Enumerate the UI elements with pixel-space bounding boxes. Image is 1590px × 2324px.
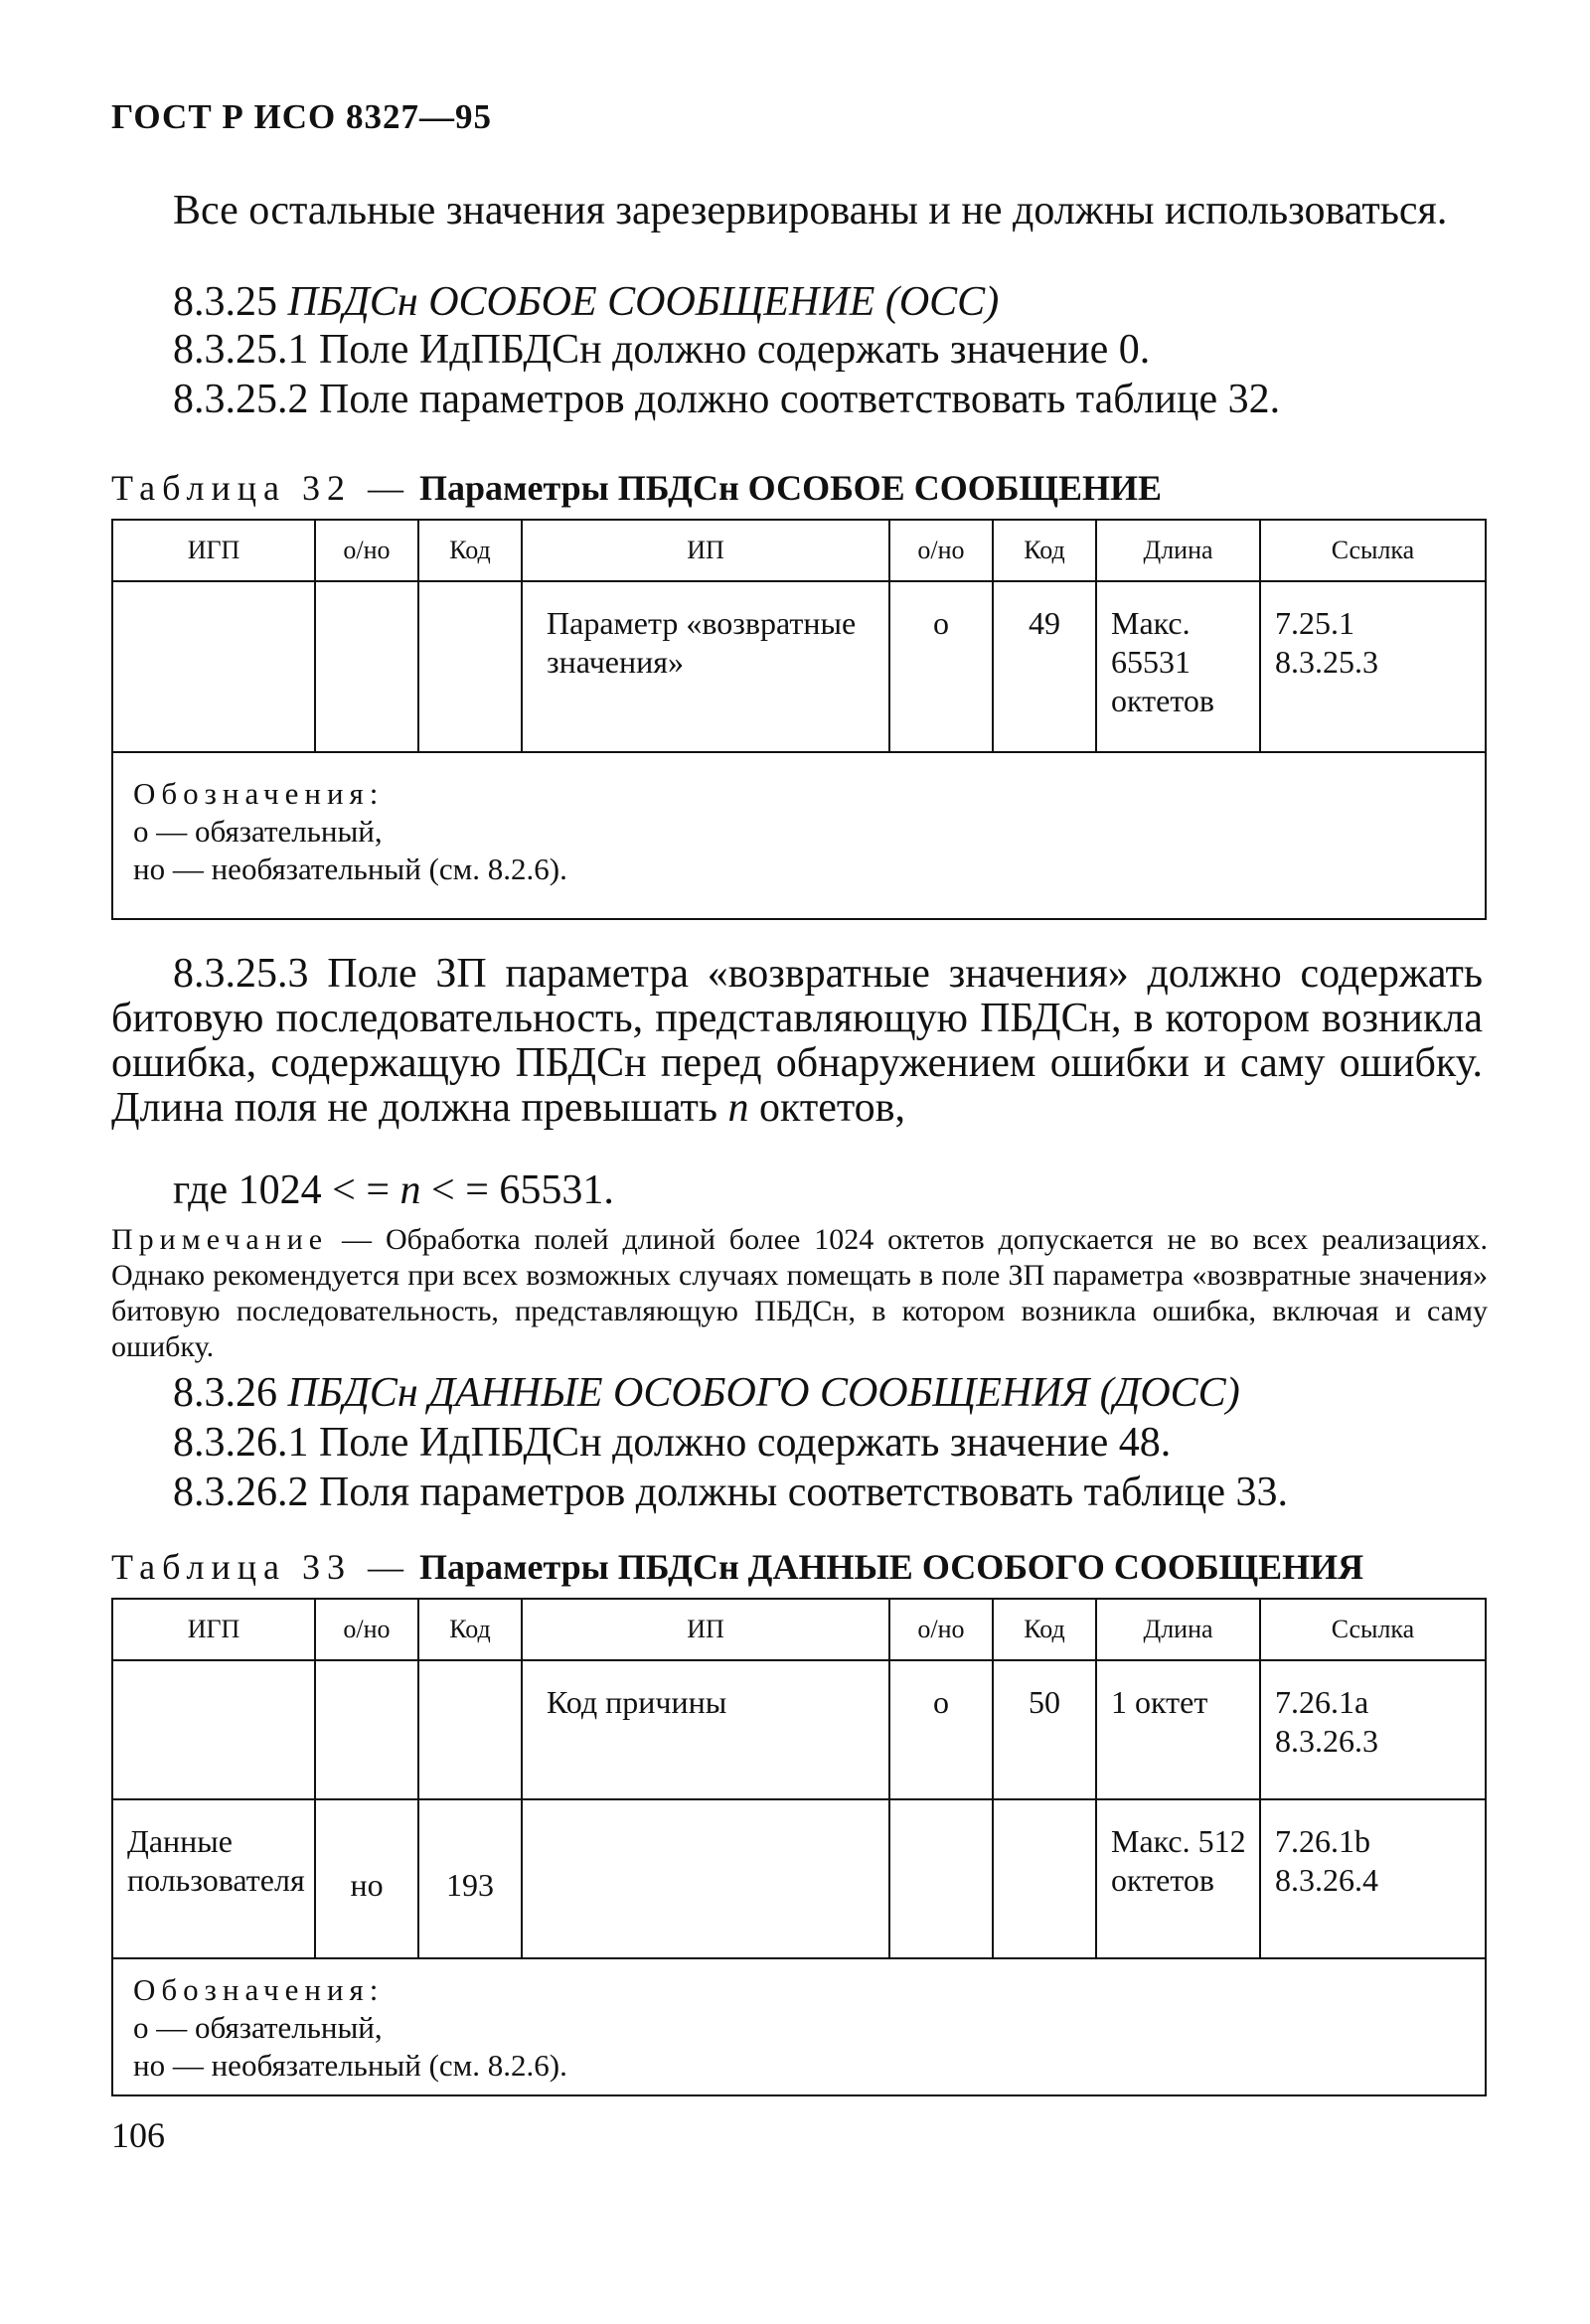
header-cell: о/но bbox=[889, 520, 993, 581]
table-cell bbox=[112, 1660, 315, 1799]
table-row bbox=[112, 581, 1486, 752]
table-cell: Макс. 65531 октетов bbox=[1096, 581, 1260, 752]
legend-item: но — необязательный (см. 8.2.6). bbox=[133, 2048, 567, 2083]
section-8-3-25-heading bbox=[173, 280, 999, 325]
note-text: — Обработка полей длиной более 1024 октетов допускается не во всех реализациях. Однако рекомендуется при всех возможных случаях помещать в поле ЗП параметра «возвратные значения» битовую последовательность, представляющую ПБДСн, в котором возникла ошибка, включая и саму ошибку. bbox=[111, 1223, 1489, 1363]
table-cell: 7.26.1a 8.3.26.3 bbox=[1260, 1660, 1486, 1799]
paragraph-8-3-25-2: 8.3.25.2 Поле параметров должно соответствовать таблице 32. bbox=[173, 377, 1281, 422]
paragraph-8-3-25-3 bbox=[111, 952, 1483, 1131]
table-cell: о bbox=[889, 581, 993, 752]
header-cell: Код bbox=[993, 1599, 1096, 1660]
table-cell bbox=[315, 581, 418, 752]
table-cell: 50 bbox=[993, 1660, 1096, 1799]
section-number: 8.3.26 bbox=[173, 1370, 277, 1416]
table-cell bbox=[418, 581, 522, 752]
note-label: Примечание bbox=[111, 1223, 329, 1256]
page-number: 106 bbox=[111, 2115, 165, 2155]
table-legend-row bbox=[112, 752, 1486, 919]
table-32 bbox=[111, 519, 1487, 920]
table-cell bbox=[418, 1660, 522, 1799]
table-32-caption bbox=[111, 467, 1162, 509]
table-cell: но bbox=[315, 1799, 418, 1958]
table-cell: 1 октет bbox=[1096, 1660, 1260, 1799]
table-cell bbox=[112, 581, 315, 752]
table-cell: 193 bbox=[418, 1799, 522, 1958]
caption-title: Параметры ПБДСн ДАННЫЕ ОСОБОГО СООБЩЕНИЯ bbox=[418, 1547, 1364, 1587]
paragraph-text-end: октетов, bbox=[759, 1085, 905, 1131]
legend-title: Обозначения: bbox=[133, 1972, 385, 2007]
header-cell: Длина bbox=[1096, 1599, 1260, 1660]
legend-item: о — обязательный, bbox=[133, 2010, 383, 2045]
table-33-caption bbox=[111, 1546, 1363, 1588]
header-cell: Код bbox=[418, 520, 522, 581]
header-cell: Код bbox=[418, 1599, 522, 1660]
formula-prefix: где 1024 < = bbox=[173, 1167, 400, 1213]
table-cell bbox=[315, 1660, 418, 1799]
formula-line bbox=[173, 1168, 614, 1213]
table-cell: 7.25.1 8.3.25.3 bbox=[1260, 581, 1486, 752]
header-cell: Длина bbox=[1096, 520, 1260, 581]
header-cell: Код bbox=[993, 520, 1096, 581]
table-cell: 7.26.1b 8.3.26.4 bbox=[1260, 1799, 1486, 1958]
legend-title: Обозначения: bbox=[133, 776, 385, 811]
table-legend-row bbox=[112, 1958, 1486, 2095]
table-cell bbox=[993, 1799, 1096, 1958]
intro-paragraph: Все остальные значения зарезервированы и не должны использоваться. bbox=[173, 188, 1448, 233]
header-cell: ИГП bbox=[112, 1599, 315, 1660]
header-cell: ИП bbox=[522, 1599, 889, 1660]
variable-n: n bbox=[727, 1085, 749, 1131]
paragraph-text: 8.3.25.3 Поле ЗП параметра «возвратные значения» должно содержать битовую последовательность, представляющую ПБДСн, в котором возникла ошибка, содержащую ПБДСн перед обнаружением ошибки и саму ошибку. Длина поля не должна превышать bbox=[111, 951, 1483, 1131]
paragraph-8-3-26-2: 8.3.26.2 Поля параметров должны соответствовать таблице 33. bbox=[173, 1470, 1289, 1515]
note-paragraph bbox=[111, 1222, 1488, 1365]
table-cell: Макс. 512 октетов bbox=[1096, 1799, 1260, 1958]
header-cell: ИП bbox=[522, 520, 889, 581]
table-cell bbox=[889, 1799, 993, 1958]
section-title: ПБДСн ОСОБОЕ СООБЩЕНИЕ (ОСС) bbox=[287, 279, 1000, 325]
table-legend bbox=[112, 1958, 1486, 2095]
table-row bbox=[112, 1660, 1486, 1799]
variable-n: n bbox=[399, 1167, 421, 1213]
header-cell: о/но bbox=[889, 1599, 993, 1660]
header-cell: о/но bbox=[315, 1599, 418, 1660]
caption-label: Таблица 33 — bbox=[111, 1547, 410, 1587]
legend-item: но — необязательный (см. 8.2.6). bbox=[133, 852, 567, 886]
table-legend bbox=[112, 752, 1486, 919]
header-cell: Ссылка bbox=[1260, 520, 1486, 581]
section-title: ПБДСн ДАННЫЕ ОСОБОГО СООБЩЕНИЯ (ДОСС) bbox=[287, 1370, 1240, 1416]
header-cell: Ссылка bbox=[1260, 1599, 1486, 1660]
formula-suffix: < = 65531. bbox=[420, 1167, 614, 1213]
header-cell: ИГП bbox=[112, 520, 315, 581]
section-8-3-26-heading bbox=[173, 1371, 1240, 1416]
table-header-row bbox=[112, 520, 1486, 581]
table-cell: о bbox=[889, 1660, 993, 1799]
caption-label: Таблица 32 — bbox=[111, 468, 410, 508]
legend-item: о — обязательный, bbox=[133, 814, 383, 849]
section-number: 8.3.25 bbox=[173, 279, 277, 325]
table-cell: 49 bbox=[993, 581, 1096, 752]
table-cell: Параметр «возвратные значения» bbox=[522, 581, 889, 752]
caption-title: Параметры ПБДСн ОСОБОЕ СООБЩЕНИЕ bbox=[418, 468, 1163, 508]
paragraph-8-3-25-1: 8.3.25.1 Поле ИдПБДСн должно содержать значение 0. bbox=[173, 327, 1151, 373]
table-cell: Код причины bbox=[522, 1660, 889, 1799]
table-row bbox=[112, 1799, 1486, 1958]
paragraph-8-3-26-1: 8.3.26.1 Поле ИдПБДСн должно содержать значение 48. bbox=[173, 1420, 1172, 1466]
table-33 bbox=[111, 1598, 1487, 2096]
header-cell: о/но bbox=[315, 520, 418, 581]
document-header: ГОСТ Р ИСО 8327—95 bbox=[111, 97, 493, 136]
table-cell bbox=[522, 1799, 889, 1958]
table-cell: Данные пользователя bbox=[112, 1799, 315, 1958]
table-header-row bbox=[112, 1599, 1486, 1660]
